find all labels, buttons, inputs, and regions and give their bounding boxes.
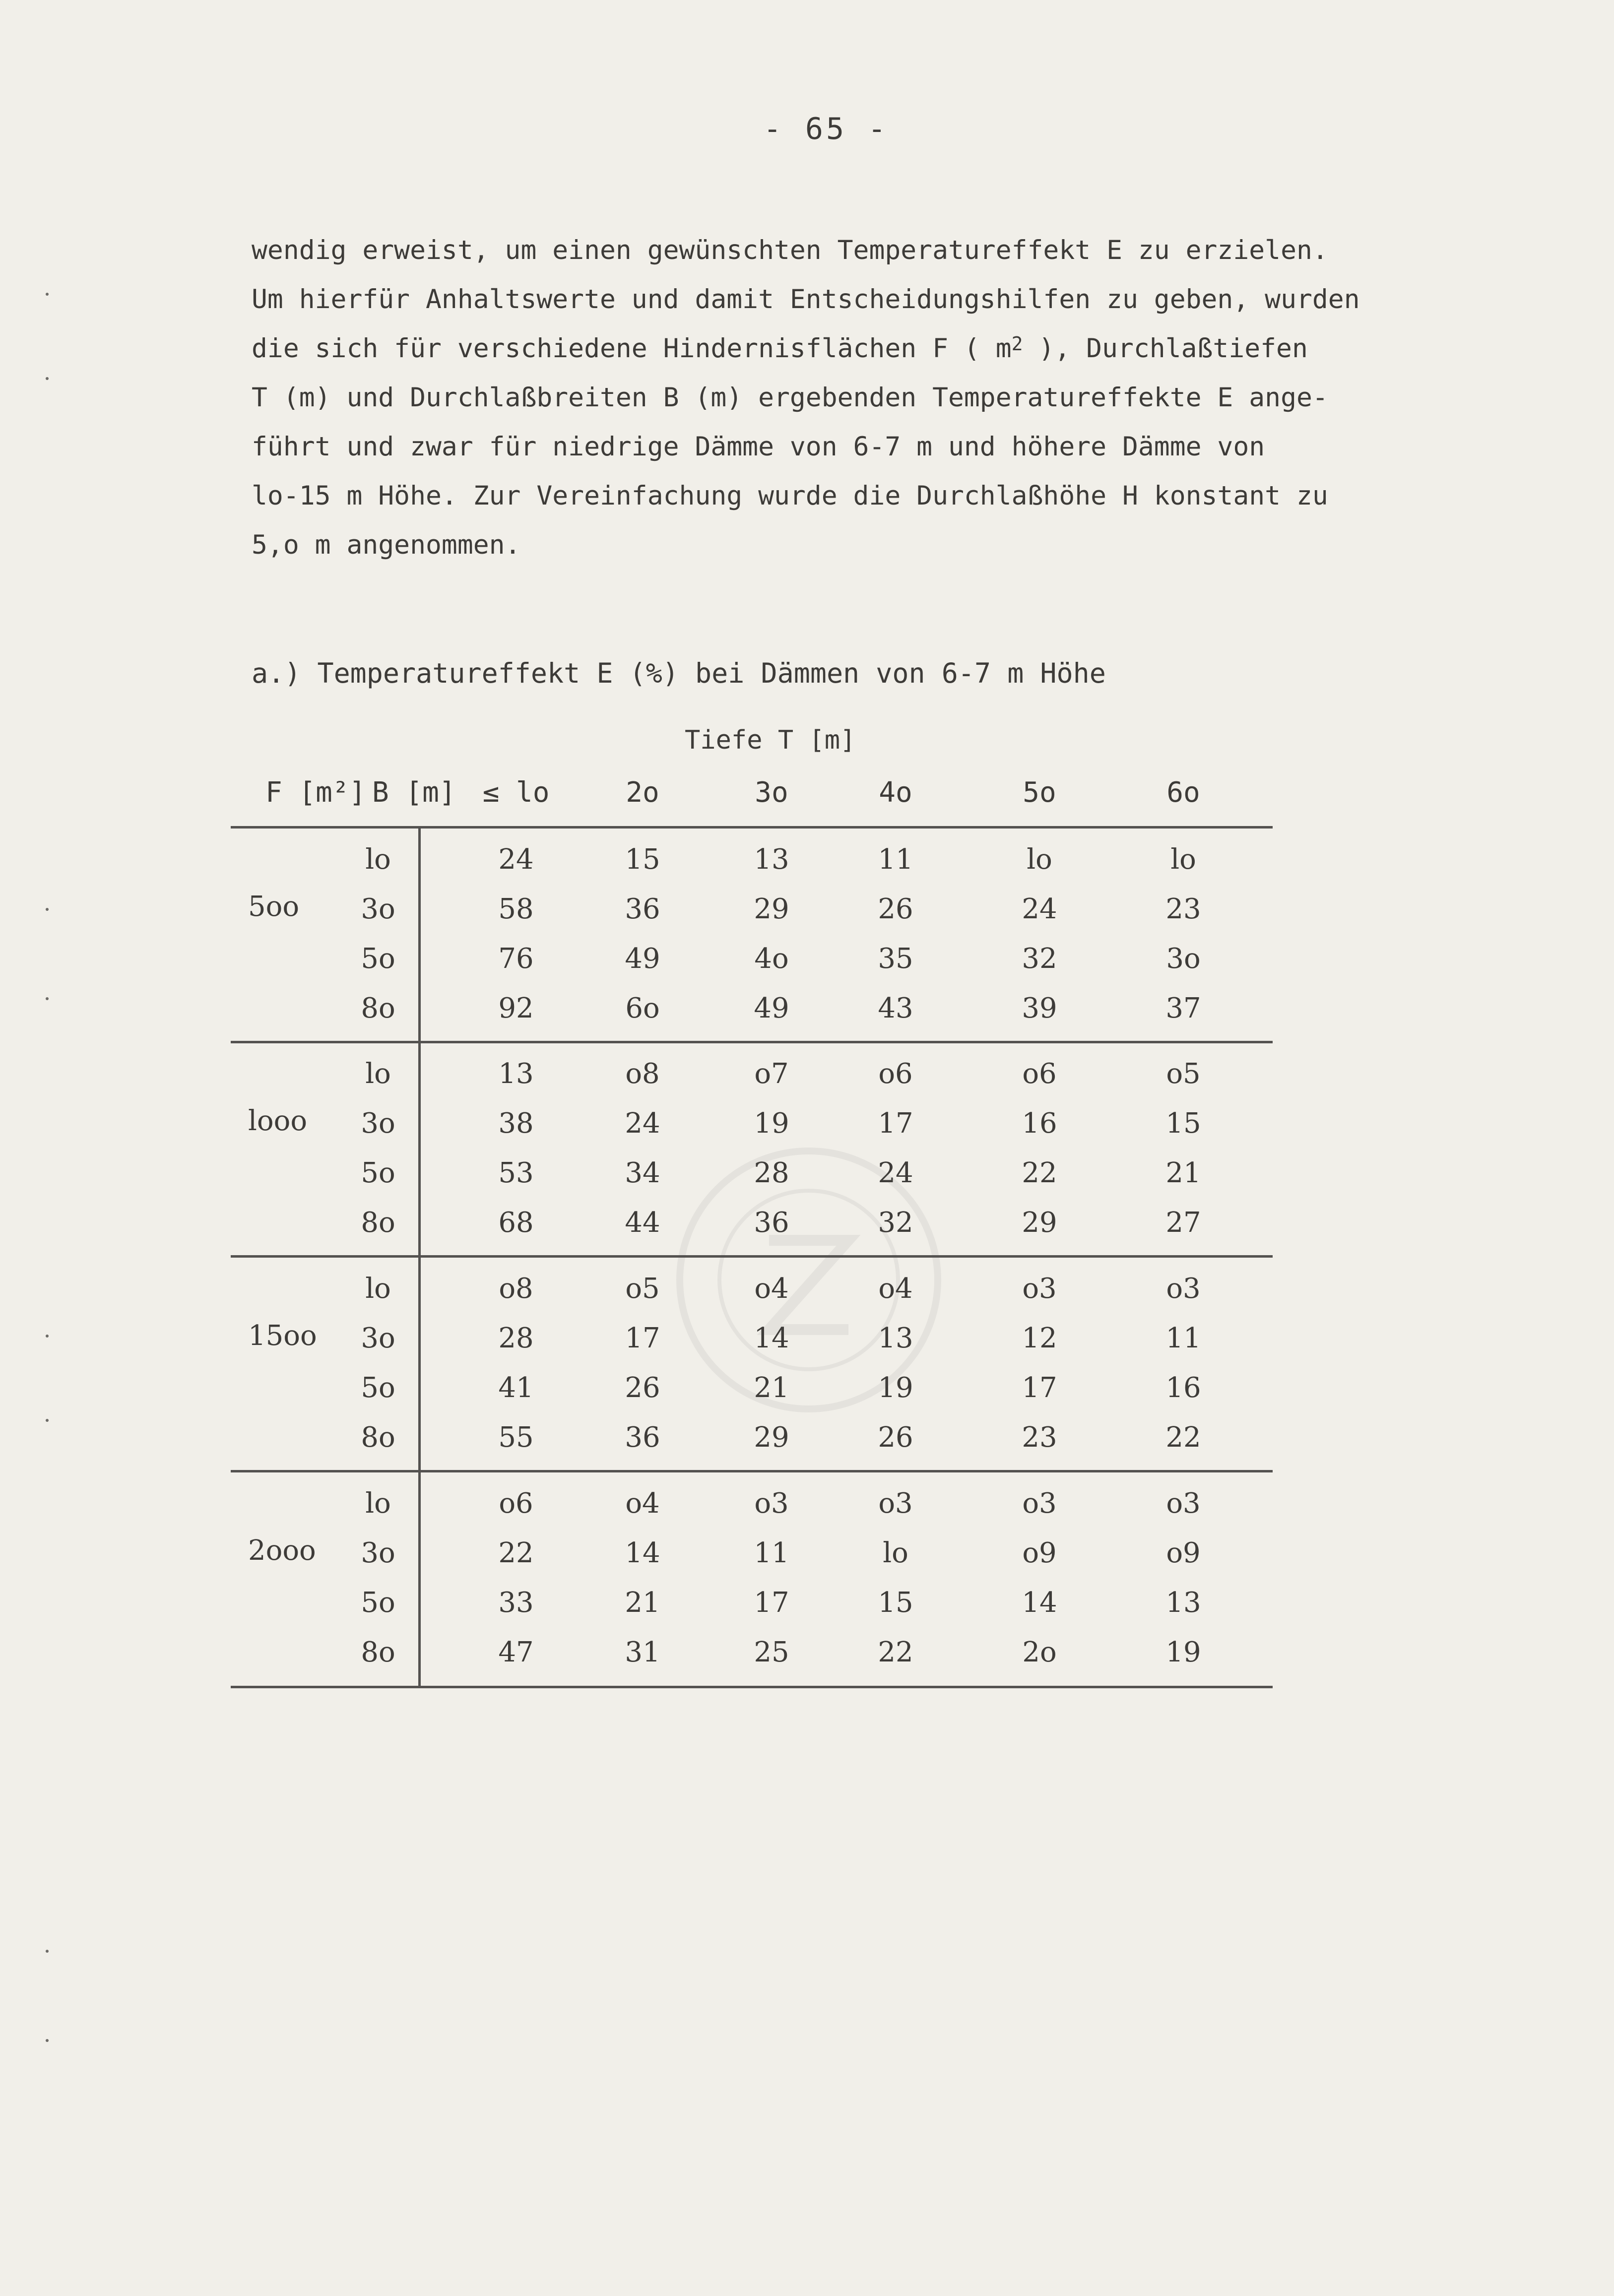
table-caption: a.) Temperatureffekt E (%) bei Dämmen von 6-7 m Höhe — [252, 657, 1106, 689]
width-value: lo — [365, 843, 391, 876]
table-cell: o9 — [1166, 1537, 1201, 1569]
table-cell: 17 — [878, 1107, 913, 1140]
table-cell: 4o — [754, 943, 789, 975]
table-cell: 43 — [878, 992, 913, 1024]
table-cell: 24 — [878, 1157, 913, 1189]
depth-column-header: 5o — [1023, 776, 1056, 809]
table-cell: 31 — [625, 1636, 660, 1668]
table-cell: o7 — [754, 1058, 789, 1090]
paragraph-text: die sich für verschiedene Hindernisflächen F ( m — [252, 333, 1012, 364]
width-value: 3o — [361, 1107, 395, 1140]
table-cell: lo — [1170, 843, 1196, 876]
paragraph-line: wendig erweist, um einen gewünschten Temperatureffekt E zu erzielen. — [252, 235, 1328, 265]
table-cell: 19 — [1165, 1636, 1201, 1668]
table-cell: 24 — [625, 1107, 660, 1140]
scan-mark — [46, 997, 49, 1000]
scan-mark — [46, 1419, 49, 1422]
scan-mark — [46, 908, 49, 911]
width-value: 3o — [361, 893, 395, 925]
table-cell: 22 — [878, 1636, 913, 1668]
depth-header: Tiefe T [m] — [685, 725, 856, 755]
table-cell: 33 — [498, 1587, 534, 1619]
depth-column-header: ≤ lo — [482, 776, 550, 809]
paragraph-line: führt und zwar für niedrige Dämme von 6-7 m und höhere Dämme von — [252, 432, 1265, 462]
table-cell: o5 — [625, 1273, 660, 1305]
table-cell: 55 — [498, 1421, 534, 1454]
table-cell: 53 — [498, 1157, 534, 1189]
table-cell: lo — [1027, 843, 1052, 876]
table-cell: 21 — [1165, 1157, 1201, 1189]
table-cell: 16 — [1165, 1372, 1201, 1404]
width-value: lo — [365, 1058, 391, 1090]
depth-column-header: 6o — [1166, 776, 1200, 809]
table-cell: o4 — [878, 1273, 913, 1305]
table-cell: 27 — [1165, 1207, 1201, 1239]
table-cell: 11 — [1165, 1322, 1201, 1354]
paragraph-line — [252, 324, 1522, 373]
table-cell: 29 — [754, 893, 789, 925]
table-cell: 38 — [498, 1107, 534, 1140]
table-cell: 39 — [1022, 992, 1057, 1024]
table-cell: 15 — [878, 1587, 913, 1619]
width-value: lo — [365, 1487, 391, 1520]
table-cell: o3 — [1022, 1273, 1057, 1305]
paragraph-line: lo-15 m Höhe. Zur Vereinfachung wurde die Durchlaßhöhe H konstant zu — [252, 481, 1328, 511]
table-cell: o8 — [499, 1273, 533, 1305]
table-cell: o3 — [754, 1487, 789, 1520]
table-cell: o9 — [1022, 1537, 1057, 1569]
table-cell: 32 — [878, 1207, 913, 1239]
table-cell: 11 — [754, 1537, 789, 1569]
scan-mark — [46, 293, 49, 296]
area-value: 15oo — [248, 1320, 317, 1352]
scan-mark — [46, 2039, 49, 2042]
width-value: 5o — [361, 1372, 395, 1404]
scan-mark — [46, 1335, 49, 1338]
table-cell: 44 — [625, 1207, 660, 1239]
table-cell: o4 — [754, 1273, 789, 1305]
table-cell: 15 — [1165, 1107, 1201, 1140]
scan-mark — [46, 1950, 49, 1953]
table-cell: o4 — [625, 1487, 660, 1520]
table-cell: 17 — [754, 1587, 789, 1619]
table-cell: 24 — [1022, 893, 1057, 925]
table-cell: 22 — [1022, 1157, 1057, 1189]
table-cell: 17 — [1022, 1372, 1057, 1404]
table-cell: 29 — [1022, 1207, 1057, 1239]
table-cell: 2o — [1022, 1636, 1057, 1668]
paragraph-text: ), Durchlaßtiefen — [1023, 333, 1308, 364]
table-cell: 22 — [498, 1537, 534, 1569]
table-cell: 34 — [625, 1157, 660, 1189]
table-cell: 28 — [498, 1322, 534, 1354]
table-cell: 19 — [878, 1372, 913, 1404]
area-value: 5oo — [248, 891, 300, 923]
table-cell: 11 — [878, 843, 913, 876]
table-cell: 21 — [625, 1587, 660, 1619]
table-cell: 41 — [498, 1372, 534, 1404]
page-number: - 65 - — [763, 112, 889, 146]
paragraph-line: Um hierfür Anhaltswerte und damit Entscheidungshilfen zu geben, wurden — [252, 284, 1360, 315]
table-cell: 25 — [754, 1636, 789, 1668]
width-value: 5o — [361, 1157, 395, 1189]
table-cell: o8 — [625, 1058, 660, 1090]
table-cell: 26 — [878, 1421, 913, 1454]
area-value: 2ooo — [248, 1534, 316, 1567]
table-cell: 6o — [625, 992, 660, 1024]
table-cell: 36 — [625, 1421, 660, 1454]
table-cell: lo — [883, 1537, 908, 1569]
table-cell: 24 — [498, 843, 534, 876]
width-value: 8o — [361, 1207, 395, 1239]
table-cell: 14 — [1022, 1587, 1057, 1619]
paragraph-line: 5,o m angenommen. — [252, 530, 521, 560]
paragraph-line: T (m) und Durchlaßbreiten B (m) ergebenden Temperatureffekte E ange- — [252, 383, 1328, 413]
table-cell: 19 — [754, 1107, 789, 1140]
table-cell: o3 — [1166, 1487, 1201, 1520]
body-paragraph — [252, 226, 1522, 570]
table-cell: 14 — [754, 1322, 789, 1354]
table-cell: o3 — [878, 1487, 913, 1520]
column-header-f: F [m²] — [265, 776, 366, 809]
table-cell: 13 — [1165, 1587, 1201, 1619]
table-cell: 28 — [754, 1157, 789, 1189]
table-rule — [231, 826, 1273, 829]
table-cell: 26 — [878, 893, 913, 925]
superscript: 2 — [1011, 333, 1023, 355]
table-cell: 13 — [498, 1058, 534, 1090]
table-cell: 3o — [1166, 943, 1201, 975]
table-rule — [231, 1686, 1273, 1688]
width-value: 5o — [361, 943, 395, 975]
table-cell: 12 — [1022, 1322, 1057, 1354]
table-cell: 32 — [1022, 943, 1057, 975]
width-value: 8o — [361, 1636, 395, 1668]
table-cell: o3 — [1166, 1273, 1201, 1305]
table-cell: o6 — [499, 1487, 533, 1520]
scan-mark — [46, 377, 49, 380]
table-cell: 47 — [498, 1636, 534, 1668]
table-cell: 13 — [754, 843, 789, 876]
width-value: 3o — [361, 1322, 395, 1354]
table-cell: 26 — [625, 1372, 660, 1404]
depth-column-header: 4o — [879, 776, 912, 809]
table-cell: o6 — [1022, 1058, 1057, 1090]
table-cell: 22 — [1165, 1421, 1201, 1454]
width-value: 8o — [361, 992, 395, 1024]
table-cell: 21 — [754, 1372, 789, 1404]
table-column-divider — [418, 828, 421, 1688]
table-cell: 13 — [878, 1322, 913, 1354]
width-value: 8o — [361, 1421, 395, 1454]
table-cell: o6 — [878, 1058, 913, 1090]
table-cell: 49 — [754, 992, 789, 1024]
width-value: lo — [365, 1273, 391, 1305]
table-cell: 92 — [498, 992, 534, 1024]
depth-column-header: 2o — [626, 776, 659, 809]
width-value: 3o — [361, 1537, 395, 1569]
table-cell: 29 — [754, 1421, 789, 1454]
table-cell: 68 — [498, 1207, 534, 1239]
library-stamp-watermark — [660, 1032, 958, 1528]
table-cell: 36 — [754, 1207, 789, 1239]
table-cell: 16 — [1022, 1107, 1057, 1140]
table-cell: 35 — [878, 943, 913, 975]
table-cell: 76 — [498, 943, 534, 975]
table-cell: 49 — [625, 943, 660, 975]
table-cell: 23 — [1165, 893, 1201, 925]
table-cell: o5 — [1166, 1058, 1201, 1090]
table-cell: 17 — [625, 1322, 660, 1354]
table-cell: 15 — [625, 843, 660, 876]
table-cell: 58 — [498, 893, 534, 925]
width-value: 5o — [361, 1587, 395, 1619]
table-cell: 37 — [1165, 992, 1201, 1024]
area-value: looo — [248, 1105, 308, 1137]
table-cell: 14 — [625, 1537, 660, 1569]
depth-column-header: 3o — [755, 776, 788, 809]
table-cell: 23 — [1022, 1421, 1057, 1454]
table-cell: o3 — [1022, 1487, 1057, 1520]
table-cell: 36 — [625, 893, 660, 925]
column-header-b: B [m] — [372, 776, 456, 809]
